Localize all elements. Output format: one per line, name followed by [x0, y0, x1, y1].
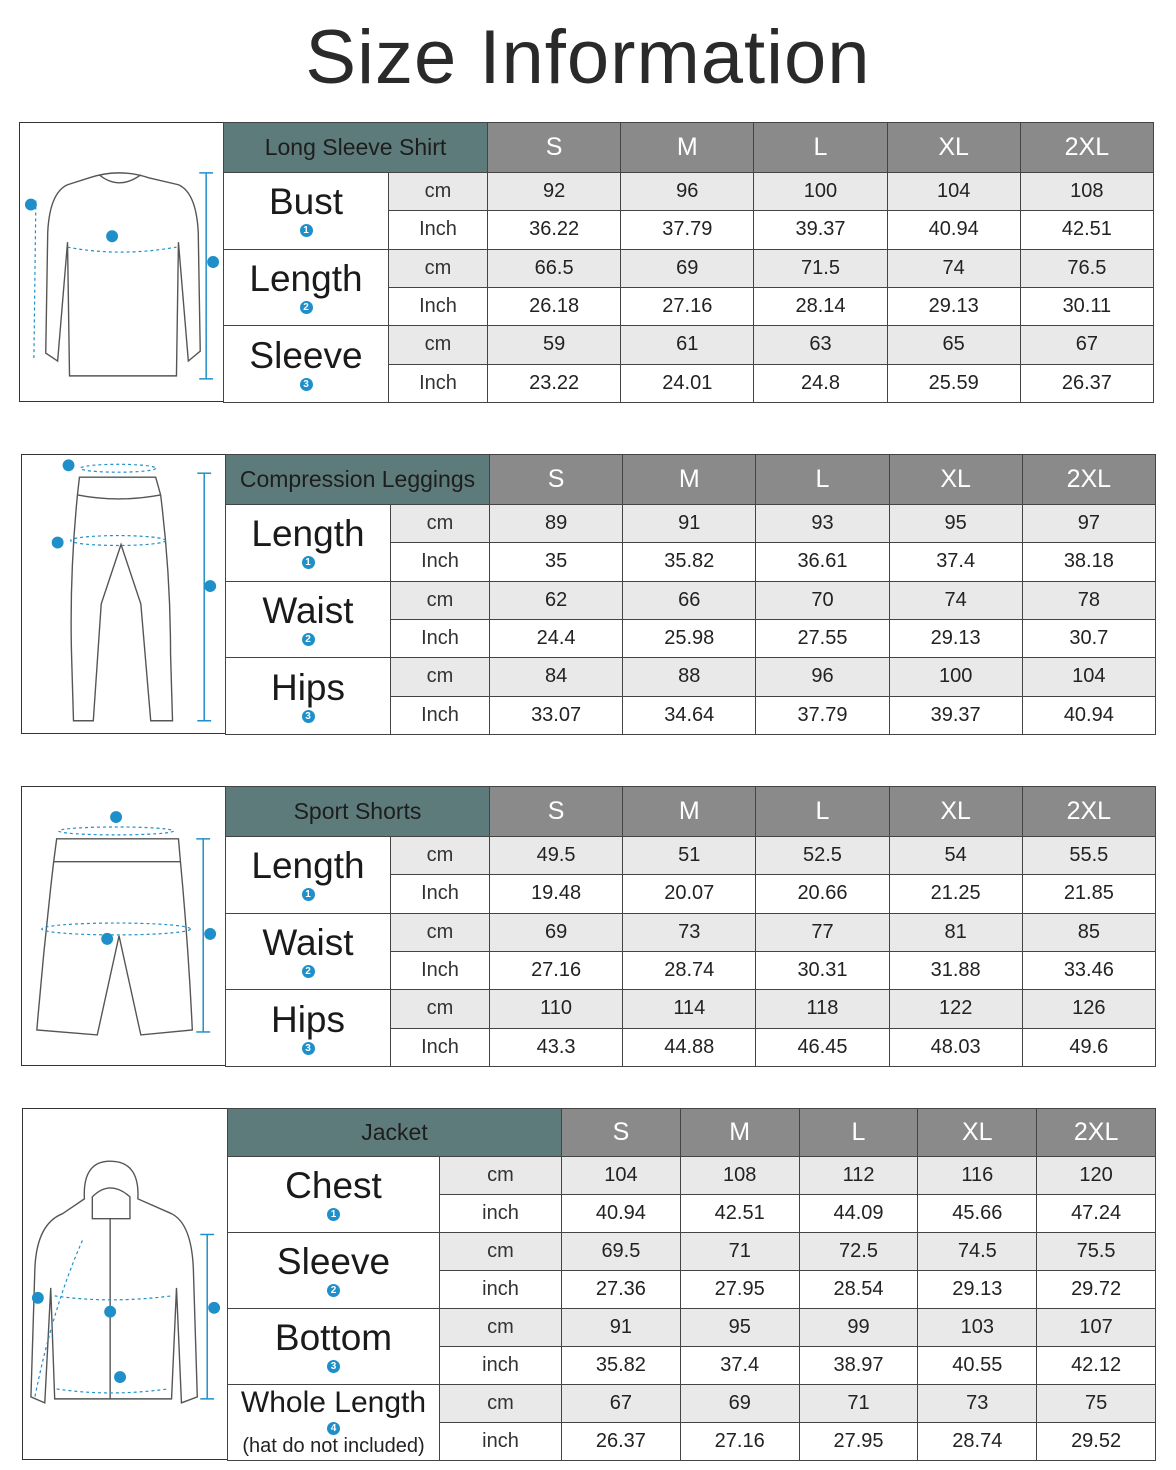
- size-value: 28.74: [623, 951, 756, 989]
- size-value: 25.98: [623, 619, 756, 657]
- measurement-label: Waist: [262, 921, 354, 963]
- size-value: 27.55: [756, 619, 889, 657]
- size-value: 71.5: [754, 249, 887, 287]
- size-value: 62: [490, 581, 623, 619]
- size-value: 27.16: [621, 287, 754, 325]
- size-value: 40.94: [887, 211, 1020, 249]
- size-value: 26.37: [562, 1423, 681, 1461]
- size-value: 40.94: [562, 1195, 681, 1233]
- unit-label: cm: [440, 1233, 562, 1271]
- unit-label: cm: [391, 658, 490, 696]
- measurement-marker-icon: 3: [302, 710, 315, 723]
- size-value: 29.52: [1037, 1423, 1156, 1461]
- measurement-cell: [228, 1233, 440, 1309]
- measurement-label: Length: [249, 257, 363, 299]
- unit-label: cm: [389, 326, 488, 364]
- measurement-label: Length: [251, 845, 365, 887]
- measurement-cell: [226, 581, 391, 658]
- size-value: 108: [680, 1157, 799, 1195]
- size-value: 38.97: [799, 1347, 918, 1385]
- size-value: 31.88: [889, 951, 1022, 989]
- table-row: [224, 173, 1154, 211]
- measurement-label: Whole Length: [240, 1385, 427, 1419]
- size-value: 73: [918, 1385, 1037, 1423]
- size-value: 27.95: [799, 1423, 918, 1461]
- unit-label: inch: [440, 1423, 562, 1461]
- unit-label: cm: [391, 581, 490, 619]
- size-header: L: [756, 455, 889, 505]
- size-value: 37.79: [621, 211, 754, 249]
- size-value: 44.88: [623, 1028, 756, 1066]
- size-value: 78: [1022, 581, 1155, 619]
- size-value: 21.85: [1022, 875, 1155, 913]
- size-header: XL: [889, 455, 1022, 505]
- size-value: 42.51: [680, 1195, 799, 1233]
- size-value: 122: [889, 990, 1022, 1028]
- size-value: 107: [1037, 1309, 1156, 1347]
- size-value: 95: [680, 1309, 799, 1347]
- table-row: [228, 1157, 1156, 1195]
- measurement-label: Bottom: [274, 1317, 393, 1358]
- size-value: 96: [621, 173, 754, 211]
- table-row: [226, 581, 1156, 619]
- size-value: 40.55: [918, 1347, 1037, 1385]
- table-row: [226, 505, 1156, 543]
- size-value: 71: [680, 1233, 799, 1271]
- size-value: 29.72: [1037, 1271, 1156, 1309]
- size-value: 72.5: [799, 1233, 918, 1271]
- measurement-marker-icon: 4: [327, 1422, 340, 1435]
- size-value: 27.36: [562, 1271, 681, 1309]
- table-row: [228, 1309, 1156, 1347]
- size-value: 114: [623, 990, 756, 1028]
- shirt-illustration: [19, 122, 224, 402]
- size-value: 36.22: [488, 211, 621, 249]
- garment-name: Long Sleeve Shirt: [224, 123, 488, 173]
- size-value: 73: [623, 913, 756, 951]
- size-value: 66.5: [488, 249, 621, 287]
- jacket-illustration: [22, 1108, 228, 1460]
- size-value: 38.18: [1022, 543, 1155, 581]
- measurement-marker-icon: 3: [327, 1360, 340, 1373]
- size-value: 42.51: [1020, 211, 1153, 249]
- size-value: 77: [756, 913, 889, 951]
- unit-label: cm: [391, 505, 490, 543]
- size-value: 116: [918, 1157, 1037, 1195]
- size-value: 100: [889, 658, 1022, 696]
- size-value: 75.5: [1037, 1233, 1156, 1271]
- size-value: 29.13: [889, 619, 1022, 657]
- measurement-cell: [228, 1309, 440, 1385]
- size-value: 91: [623, 505, 756, 543]
- size-value: 27.95: [680, 1271, 799, 1309]
- size-value: 20.66: [756, 875, 889, 913]
- unit-label: cm: [389, 249, 488, 287]
- unit-label: Inch: [391, 875, 490, 913]
- size-value: 108: [1020, 173, 1153, 211]
- size-header: M: [623, 787, 756, 837]
- size-value: 33.07: [490, 696, 623, 734]
- measurement-label: Chest: [285, 1165, 382, 1206]
- size-value: 54: [889, 837, 1022, 875]
- shorts-size-table: [225, 786, 1156, 1067]
- size-value: 61: [621, 326, 754, 364]
- size-value: 76.5: [1020, 249, 1153, 287]
- table-row: [228, 1385, 1156, 1423]
- size-value: 74: [889, 581, 1022, 619]
- size-value: 29.13: [887, 287, 1020, 325]
- size-header: L: [756, 787, 889, 837]
- unit-label: cm: [440, 1157, 562, 1195]
- unit-label: cm: [440, 1309, 562, 1347]
- unit-label: cm: [440, 1385, 562, 1423]
- measurement-marker-icon: 1: [327, 1208, 340, 1221]
- measurement-marker-icon: 1: [302, 888, 315, 901]
- size-value: 59: [488, 326, 621, 364]
- unit-label: inch: [440, 1271, 562, 1309]
- table-row: [224, 249, 1154, 287]
- size-value: 99: [799, 1309, 918, 1347]
- jacket-size-table: [227, 1108, 1156, 1461]
- size-value: 36.61: [756, 543, 889, 581]
- size-value: 84: [490, 658, 623, 696]
- size-header: XL: [889, 787, 1022, 837]
- size-value: 25.59: [887, 364, 1020, 402]
- unit-label: Inch: [391, 951, 490, 989]
- measurement-marker-icon: 2: [327, 1284, 340, 1297]
- size-value: 89: [490, 505, 623, 543]
- size-value: 103: [918, 1309, 1037, 1347]
- unit-label: cm: [389, 173, 488, 211]
- measurement-cell: [228, 1385, 440, 1461]
- measurement-label: Length: [251, 513, 365, 555]
- measurement-cell: [224, 326, 389, 403]
- size-value: 52.5: [756, 837, 889, 875]
- table-row: [228, 1233, 1156, 1271]
- size-value: 30.31: [756, 951, 889, 989]
- size-value: 24.01: [621, 364, 754, 402]
- shirt-size-table: [223, 122, 1154, 403]
- size-value: 67: [1020, 326, 1153, 364]
- size-value: 35: [490, 543, 623, 581]
- unit-label: cm: [391, 837, 490, 875]
- measurement-label: Bust: [268, 181, 344, 223]
- garment-name: Sport Shorts: [226, 787, 490, 837]
- size-value: 19.48: [490, 875, 623, 913]
- size-value: 104: [1022, 658, 1155, 696]
- size-value: 49.6: [1022, 1028, 1155, 1066]
- size-header: L: [799, 1109, 918, 1157]
- unit-label: inch: [440, 1347, 562, 1385]
- measurement-marker-icon: 2: [302, 633, 315, 646]
- size-value: 35.82: [623, 543, 756, 581]
- size-header: S: [488, 123, 621, 173]
- measurement-cell: [226, 505, 391, 582]
- size-value: 37.4: [680, 1347, 799, 1385]
- size-value: 126: [1022, 990, 1155, 1028]
- size-value: 45.66: [918, 1195, 1037, 1233]
- size-value: 29.13: [918, 1271, 1037, 1309]
- size-value: 81: [889, 913, 1022, 951]
- size-value: 39.37: [889, 696, 1022, 734]
- size-header: M: [621, 123, 754, 173]
- size-value: 35.82: [562, 1347, 681, 1385]
- size-value: 21.25: [889, 875, 1022, 913]
- size-value: 69: [490, 913, 623, 951]
- size-value: 28.14: [754, 287, 887, 325]
- size-value: 92: [488, 173, 621, 211]
- table-row: [226, 837, 1156, 875]
- size-header: S: [490, 787, 623, 837]
- measurement-cell: [226, 658, 391, 735]
- leggings-size-table: [225, 454, 1156, 735]
- size-value: 69: [621, 249, 754, 287]
- size-value: 95: [889, 505, 1022, 543]
- size-value: 75: [1037, 1385, 1156, 1423]
- table-header-row: [226, 455, 1156, 505]
- size-value: 74: [887, 249, 1020, 287]
- size-header: M: [680, 1109, 799, 1157]
- size-value: 74.5: [918, 1233, 1037, 1271]
- measurement-cell: [224, 249, 389, 326]
- size-value: 26.18: [488, 287, 621, 325]
- unit-label: Inch: [391, 543, 490, 581]
- size-header: XL: [887, 123, 1020, 173]
- size-value: 24.4: [490, 619, 623, 657]
- size-value: 67: [562, 1385, 681, 1423]
- unit-label: Inch: [391, 619, 490, 657]
- unit-label: cm: [391, 913, 490, 951]
- measurement-label: Hips: [270, 666, 346, 708]
- size-value: 110: [490, 990, 623, 1028]
- size-value: 71: [799, 1385, 918, 1423]
- size-value: 39.37: [754, 211, 887, 249]
- size-value: 23.22: [488, 364, 621, 402]
- unit-label: cm: [391, 990, 490, 1028]
- unit-label: Inch: [391, 1028, 490, 1066]
- measurement-note: (hat do not included): [242, 1434, 425, 1457]
- size-value: 46.45: [756, 1028, 889, 1066]
- measurement-cell: [224, 173, 389, 250]
- measurement-marker-icon: 1: [302, 556, 315, 569]
- garment-name: Jacket: [228, 1109, 562, 1157]
- size-header: L: [754, 123, 887, 173]
- unit-label: Inch: [391, 696, 490, 734]
- size-value: 97: [1022, 505, 1155, 543]
- garment-name: Compression Leggings: [226, 455, 490, 505]
- table-header-row: [226, 787, 1156, 837]
- page-title: Size Information: [305, 15, 871, 100]
- size-value: 30.11: [1020, 287, 1153, 325]
- measurement-cell: [226, 837, 391, 914]
- measurement-marker-icon: 2: [300, 301, 313, 314]
- size-value: 27.16: [490, 951, 623, 989]
- size-value: 63: [754, 326, 887, 364]
- size-header: 2XL: [1022, 787, 1155, 837]
- size-value: 104: [887, 173, 1020, 211]
- size-value: 28.54: [799, 1271, 918, 1309]
- size-value: 65: [887, 326, 1020, 364]
- size-value: 43.3: [490, 1028, 623, 1066]
- size-value: 44.09: [799, 1195, 918, 1233]
- shorts-illustration: [21, 786, 226, 1066]
- measurement-cell: [226, 913, 391, 990]
- size-value: 24.8: [754, 364, 887, 402]
- size-value: 69.5: [562, 1233, 681, 1271]
- size-value: 48.03: [889, 1028, 1022, 1066]
- size-value: 104: [562, 1157, 681, 1195]
- size-value: 120: [1037, 1157, 1156, 1195]
- size-value: 51: [623, 837, 756, 875]
- size-value: 37.4: [889, 543, 1022, 581]
- size-value: 49.5: [490, 837, 623, 875]
- size-value: 91: [562, 1309, 681, 1347]
- size-value: 100: [754, 173, 887, 211]
- unit-label: Inch: [389, 287, 488, 325]
- measurement-marker-icon: 3: [302, 1042, 315, 1055]
- table-header-row: [224, 123, 1154, 173]
- size-value: 88: [623, 658, 756, 696]
- size-value: 70: [756, 581, 889, 619]
- size-value: 30.7: [1022, 619, 1155, 657]
- measurement-label: Waist: [262, 589, 354, 631]
- size-header: 2XL: [1037, 1109, 1156, 1157]
- leggings-illustration: [21, 454, 226, 734]
- size-value: 85: [1022, 913, 1155, 951]
- table-row: [226, 990, 1156, 1028]
- measurement-label: Sleeve: [276, 1241, 391, 1282]
- size-value: 47.24: [1037, 1195, 1156, 1233]
- measurement-cell: [226, 990, 391, 1067]
- size-value: 27.16: [680, 1423, 799, 1461]
- measurement-marker-icon: 1: [300, 224, 313, 237]
- measurement-label: Sleeve: [249, 334, 363, 376]
- unit-label: inch: [440, 1195, 562, 1233]
- size-value: 42.12: [1037, 1347, 1156, 1385]
- size-value: 55.5: [1022, 837, 1155, 875]
- measurement-marker-icon: 2: [302, 965, 315, 978]
- measurement-cell: [228, 1157, 440, 1233]
- size-header: M: [623, 455, 756, 505]
- size-value: 118: [756, 990, 889, 1028]
- size-value: 112: [799, 1157, 918, 1195]
- size-header: S: [562, 1109, 681, 1157]
- table-row: [224, 326, 1154, 364]
- size-header: XL: [918, 1109, 1037, 1157]
- size-header: S: [490, 455, 623, 505]
- table-header-row: [228, 1109, 1156, 1157]
- size-value: 37.79: [756, 696, 889, 734]
- table-row: [226, 913, 1156, 951]
- size-header: 2XL: [1022, 455, 1155, 505]
- unit-label: Inch: [389, 211, 488, 249]
- size-value: 69: [680, 1385, 799, 1423]
- table-row: [226, 658, 1156, 696]
- measurement-marker-icon: 3: [300, 378, 313, 391]
- measurement-label: Hips: [270, 998, 346, 1040]
- size-value: 96: [756, 658, 889, 696]
- size-header: 2XL: [1020, 123, 1153, 173]
- size-value: 33.46: [1022, 951, 1155, 989]
- size-value: 66: [623, 581, 756, 619]
- size-value: 28.74: [918, 1423, 1037, 1461]
- size-value: 20.07: [623, 875, 756, 913]
- size-value: 26.37: [1020, 364, 1153, 402]
- size-value: 40.94: [1022, 696, 1155, 734]
- unit-label: Inch: [389, 364, 488, 402]
- size-value: 34.64: [623, 696, 756, 734]
- size-value: 93: [756, 505, 889, 543]
